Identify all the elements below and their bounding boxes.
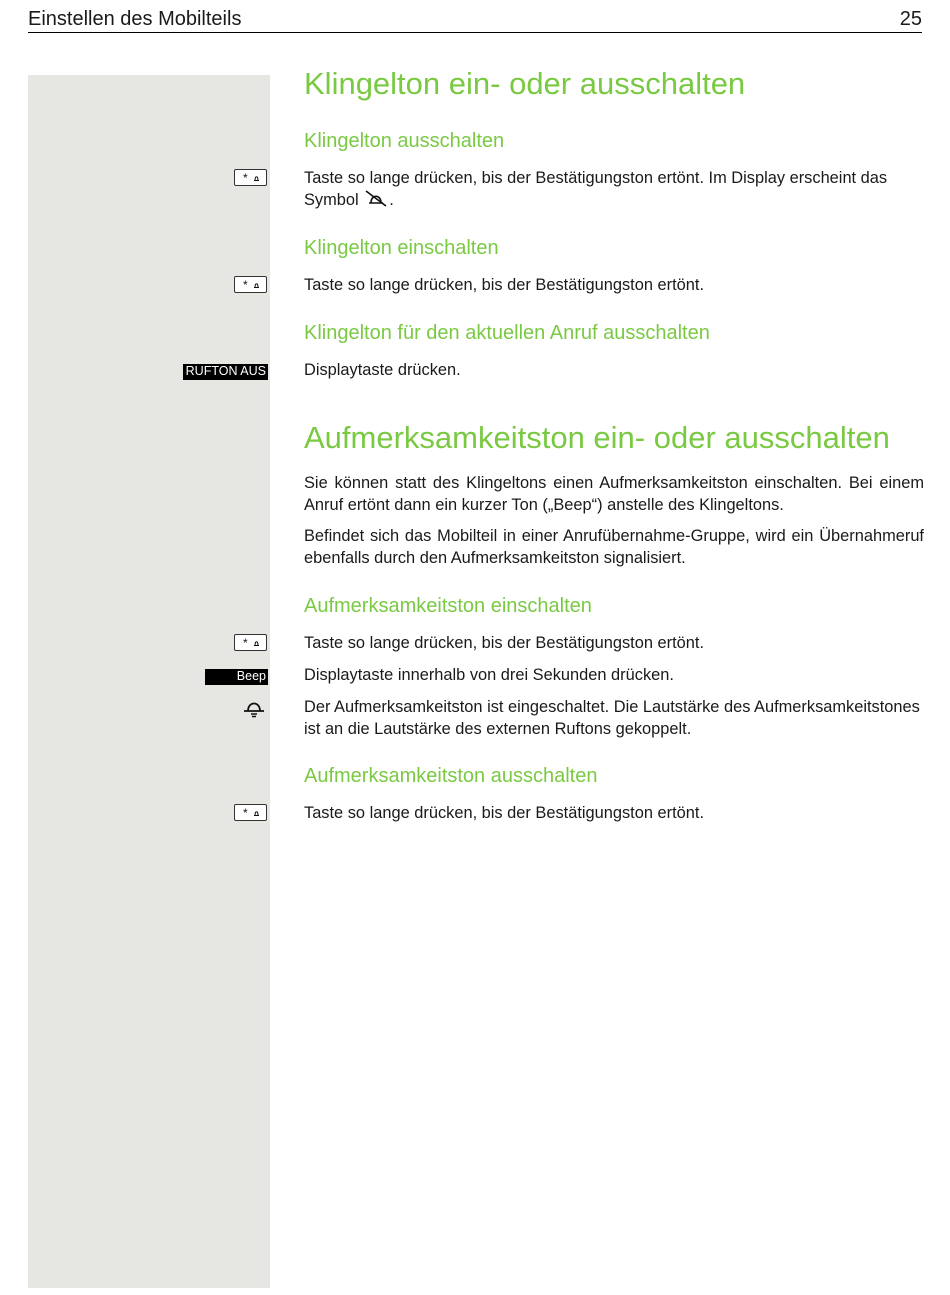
paragraph-ringer-current-call: Displaytaste drücken. <box>304 361 461 379</box>
paragraph-attention-step-1: Taste so lange drücken, bis der Bestätigungston ertönt. <box>304 634 704 652</box>
attention-tone-icon <box>241 698 267 718</box>
section-title-attention-tone: Aufmerksamkeitston ein- oder ausschalten <box>304 420 890 455</box>
star-key-icon <box>234 804 267 821</box>
subtitle-ringer-current-call: Klingelton für den aktuellen Anruf ausschalten <box>304 322 710 344</box>
chapter-title: Einstellen des Mobilteils <box>28 8 242 30</box>
softkey-rufton-aus: RUFTON AUS <box>183 364 268 380</box>
paragraph-attention-step-2: Displaytaste innerhalb von drei Sekunden drücken. <box>304 666 674 684</box>
softkey-beep: Beep <box>205 669 268 685</box>
paragraph-attention-intro-2: Befindet sich das Mobilteil in einer Anrufübernahme-Gruppe, wird ein Übernahmeruf ebenfalls durch den Aufmerksamkeitston signalisiert. <box>304 527 924 567</box>
page-number: 25 <box>899 8 922 30</box>
star-key-icon <box>234 169 267 186</box>
section-title-ringer: Klingelton ein- oder ausschalten <box>304 66 746 101</box>
svg-text:*: * <box>243 636 248 650</box>
paragraph-ringer-off <box>304 167 924 211</box>
svg-text:*: * <box>243 806 248 820</box>
star-key-icon <box>234 634 267 651</box>
paragraph-attention-intro-1: Sie können statt des Klingeltons einen Aufmerksamkeitston einschalten. Bei einem Anruf ertönt dann ein kurzer Ton („Beep“) anstelle des Klingeltons. <box>304 474 924 514</box>
ringer-off-period: . <box>389 191 394 209</box>
subtitle-attention-on: Aufmerksamkeitston einschalten <box>304 595 592 617</box>
paragraph-attention-off: Taste so lange drücken, bis der Bestätigungston ertönt. <box>304 804 704 822</box>
paragraph-ringer-on: Taste so lange drücken, bis der Bestätigungston ertönt. <box>304 276 704 294</box>
page-header <box>28 6 922 33</box>
subtitle-attention-off: Aufmerksamkeitston ausschalten <box>304 765 598 787</box>
star-key-icon <box>234 276 267 293</box>
svg-text:*: * <box>243 278 248 292</box>
paragraph-attention-step-3: Der Aufmerksamkeitston ist eingeschaltet. Die Lautstärke des Aufmerksamkeitstones ist an die Lautstärke des externen Ruftons gekoppelt. <box>304 698 920 738</box>
subtitle-ringer-on: Klingelton einschalten <box>304 237 499 259</box>
subtitle-ringer-off: Klingelton ausschalten <box>304 130 505 152</box>
ringer-off-icon <box>363 189 389 207</box>
ringer-off-text: Taste so lange drücken, bis der Bestätigungston ertönt. Im Display erscheint das Symbol <box>304 169 888 209</box>
svg-text:*: * <box>243 171 248 185</box>
